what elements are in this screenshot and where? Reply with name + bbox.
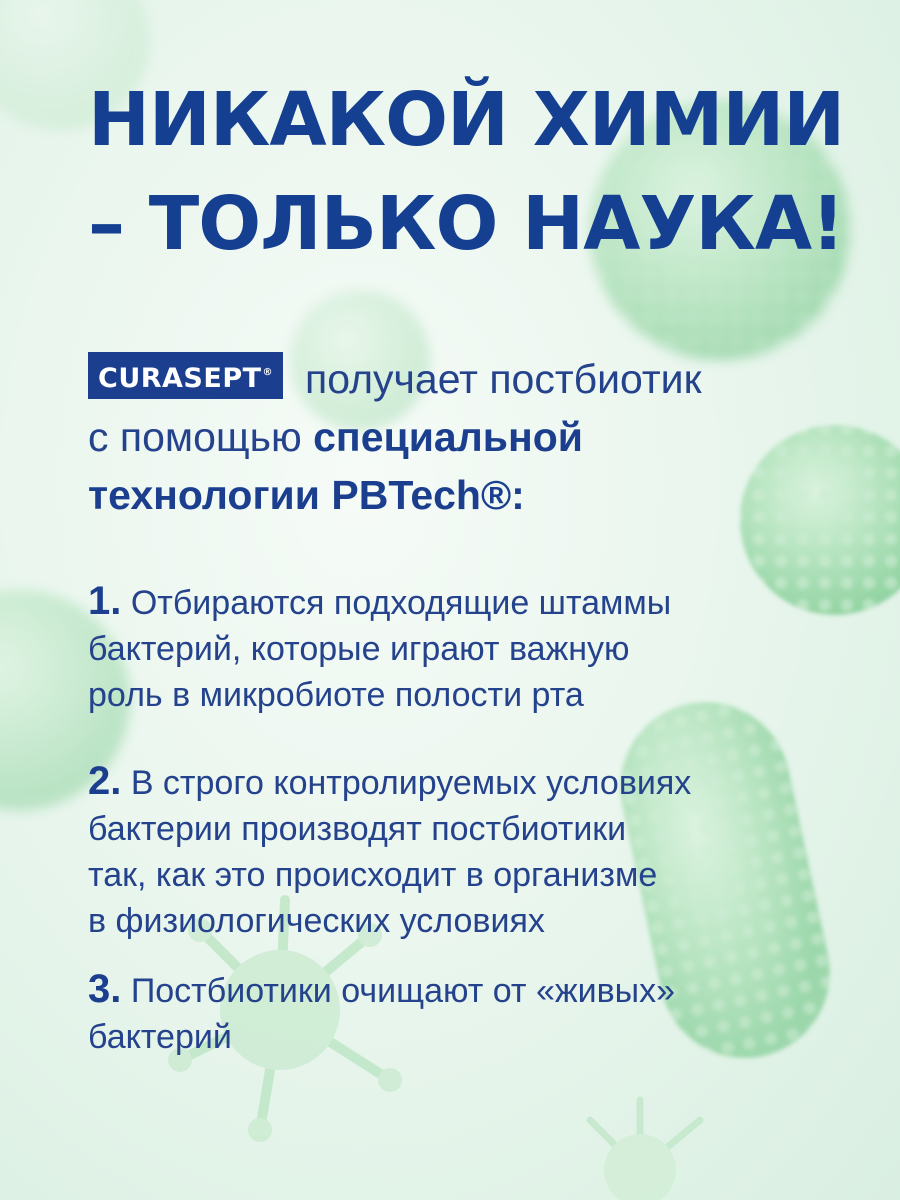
curasept-logo: CURASEPT® xyxy=(88,352,283,399)
intro-line-3 xyxy=(88,466,848,524)
step-text: роль в микробиоте полости рта xyxy=(88,676,584,714)
step-text: Постбиотики очищают от «живых» xyxy=(130,972,675,1010)
step-text: Отбираются подходящие штаммы xyxy=(130,584,672,622)
step-text: так, как это происходит в организме xyxy=(88,856,658,894)
step-item xyxy=(88,758,848,944)
step-text: бактерии производят постбиотики xyxy=(88,810,627,848)
step-text: бактерий xyxy=(88,1018,232,1056)
title-line-1: НИКАКОЙ ХИМИИ xyxy=(88,77,845,163)
step-text: бактерий, которые играют важную xyxy=(88,630,630,668)
intro-line-2 xyxy=(88,408,848,466)
step-text: в физиологических условиях xyxy=(88,902,545,940)
step-item xyxy=(88,578,848,718)
intro-text: с помощью xyxy=(88,414,314,460)
intro-line-1 xyxy=(88,350,848,408)
step-number: 2. xyxy=(88,759,122,803)
step-number: 1. xyxy=(88,579,122,623)
intro-bold-text: специальной xyxy=(313,414,583,460)
step-item xyxy=(88,966,848,1060)
step-text: В строго контролируемых условиях xyxy=(130,764,692,802)
page-title xyxy=(88,68,848,276)
title-line-2: – ТОЛЬКО НАУКА! xyxy=(88,181,844,267)
intro-paragraph xyxy=(88,350,848,524)
virus-shape xyxy=(590,1100,700,1200)
intro-text: получает постбиотик xyxy=(305,356,702,402)
step-number: 3. xyxy=(88,967,122,1011)
intro-bold-text: технологии PBTech®: xyxy=(88,472,525,518)
